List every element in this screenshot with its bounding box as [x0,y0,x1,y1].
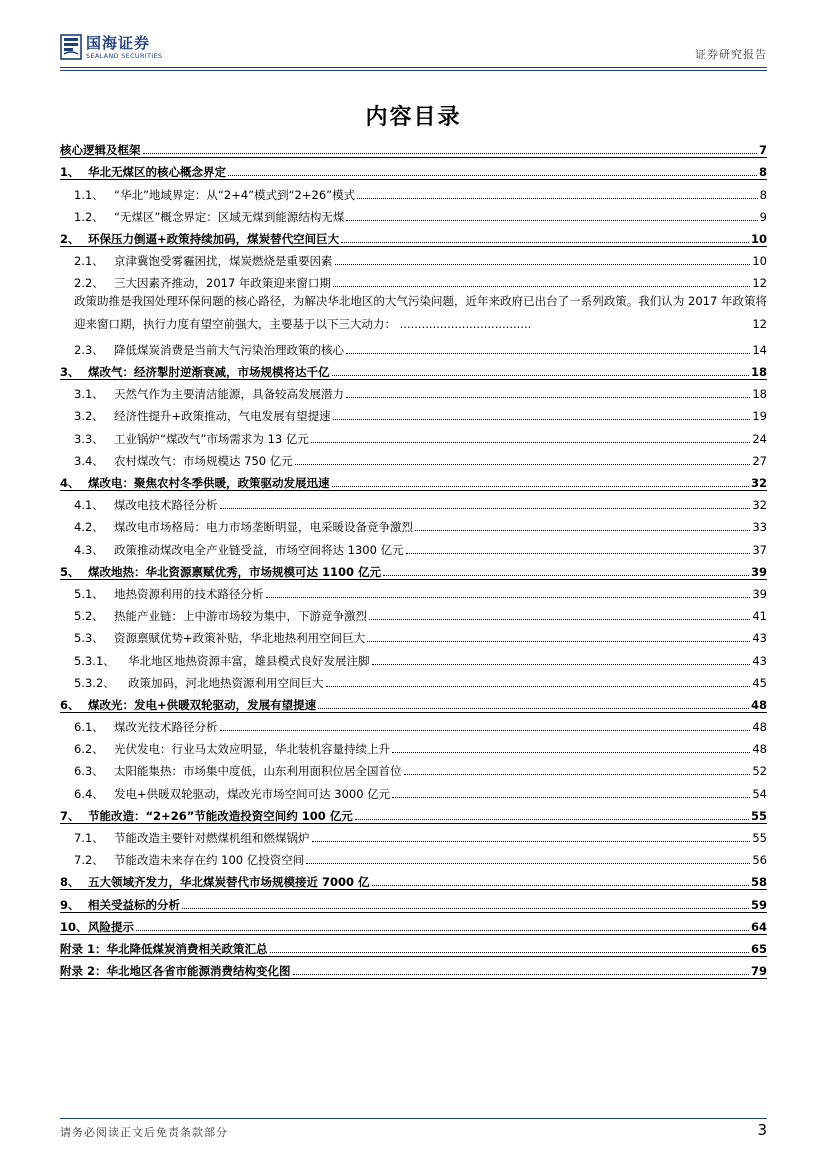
toc-leader-dots [333,286,750,287]
toc-entry-page: 43 [752,631,767,646]
toc-entry-page: 54 [752,786,767,801]
toc-entry-number: 1、 [60,165,80,180]
toc-entry[interactable] [60,468,767,491]
toc-entry-page: 41 [752,609,767,624]
toc-entry-number: 6.4、 [74,786,104,801]
toc-entry-text: 煤改电技术路径分析 [114,498,218,513]
toc-entry-number: 5.3.1、 [74,653,115,668]
toc-leader-dots [335,264,751,265]
toc-entry[interactable] [60,801,767,824]
toc-entry[interactable] [60,246,767,268]
toc-entry-text: 节能改造：“2+26”节能改造投资空间约 100 亿元 [88,808,353,823]
toc-entry-page: 39 [750,564,767,579]
toc-entry-number: 3.1、 [74,387,104,402]
toc-entry[interactable] [60,712,767,734]
toc-entry-number: 3.3、 [74,431,104,446]
toc-entry-number: 2、 [60,231,80,246]
toc-entry-text: 附录 1：华北降低煤炭消费相关政策汇总 [60,941,268,956]
toc-leader-dots: .................................... [396,316,532,331]
toc-entry-text: 政策助推是我国处理环保问题的核心路径，为解决华北地区的大气污染问题，近年来政府已出台了一系列政策。我们认为 2017 年政策将迎来窗口期，执行力度有望空前强大，主要基于以下三大动力： [74,294,767,331]
toc-entry[interactable] [60,202,767,224]
toc-entry-number: 1.2、 [74,209,104,224]
toc-entry[interactable] [60,490,767,512]
toc-entry-number: 9、 [60,897,80,912]
toc-entry-text: 煤改电：聚焦农村冬季供暖，政策驱动发展迅速 [88,476,330,491]
toc-entry-text: 降低煤炭消费是当前大气污染治理政策的核心 [114,342,344,357]
toc-entry[interactable] [60,668,767,690]
toc-entry-text: 华北地区地热资源丰富，雄县模式良好发展注脚 [128,653,370,668]
toc-entry[interactable] [60,845,767,867]
toc-entry-text: 煤改光：发电+供暖双轮驱动，发展有望提速 [88,697,317,712]
toc-leader-dots [182,908,749,909]
toc-leader-dots [383,575,749,576]
toc-entry-text: 经济性提升+政策推动，气电发展有望提速 [114,409,331,424]
toc-leader-dots [341,242,749,243]
toc-leader-dots [293,974,749,975]
toc-leader-dots [295,464,751,465]
toc-leader-dots [306,863,750,864]
toc-entry-page: 33 [752,520,767,535]
toc-entry[interactable] [60,135,767,158]
toc-entry-page: 48 [752,742,767,757]
toc-leader-dots [332,486,749,487]
toc-entry-page: 18 [750,365,767,380]
toc-entry[interactable] [60,557,767,580]
toc-leader-dots [369,619,750,620]
toc-entry-number: 6.2、 [74,742,104,757]
toc-entry-text: 煤改光技术路径分析 [114,720,218,735]
toc-entry-text: 华北无煤区的核心概念界定 [88,165,226,180]
toc-entry-page: 8 [758,165,767,180]
toc-entry[interactable] [60,889,767,912]
sealand-logo-icon [60,34,82,60]
toc-entry-page: 64 [750,919,767,934]
toc-entry-page: 12 [752,276,767,291]
toc-leader-dots [415,530,750,531]
toc-leader-dots [346,220,757,221]
toc-leader-dots [136,930,749,931]
report-type-label: 证券研究报告 [695,48,767,61]
toc-entry-text: 政策推动煤改电全产业链受益，市场空间将达 1300 亿元 [114,542,404,557]
toc-entry-text: 天然气作为主要清洁能源，具备较高发展潜力 [114,387,344,402]
toc-entry[interactable] [60,823,767,845]
toc-entry-page: 10 [752,254,767,269]
toc-entry[interactable] [60,157,767,180]
toc-entry-number: 2.3、 [74,342,104,357]
toc-leader-dots [357,198,758,199]
toc-leader-dots [367,641,750,642]
toc-entry[interactable] [60,912,767,935]
toc-entry-text: 地热资源利用的技术路径分析 [114,586,264,601]
toc-leader-dots [406,553,751,554]
toc-entry-number: 7、 [60,808,80,823]
toc-entry-number: 7.1、 [74,831,104,846]
table-of-contents [60,135,767,978]
toc-entry-text: 煤改气：经济掣肘逆渐衰减，市场规模将达千亿 [88,365,330,380]
toc-entry-number: 4.1、 [74,498,104,513]
toc-entry-text: 光伏发电：行业马太效应明显，华北装机容量持续上升 [114,742,390,757]
toc-entry[interactable] [60,756,767,778]
toc-entry-number: 7.2、 [74,853,104,868]
page-number: 3 [757,1121,767,1139]
toc-entry-number: 4、 [60,476,80,491]
toc-entry-number: 6.3、 [74,764,104,779]
toc-entry-page: 39 [752,586,767,601]
toc-entry-page: 43 [752,653,767,668]
toc-entry-number: 2.1、 [74,254,104,269]
toc-entry-number: 1.1、 [74,187,104,202]
toc-entry[interactable] [60,268,767,290]
logo-english-name: SEALAND SECURITIES [86,52,163,60]
toc-entry-page: 55 [750,808,767,823]
toc-entry-page: 37 [752,542,767,557]
toc-entry-text: 发电+供暖双轮驱动，煤改光市场空间可达 3000 亿元 [114,786,391,801]
toc-entry-number: 10、 [60,919,88,934]
toc-leader-dots [312,841,751,842]
toc-entry-page: 45 [752,675,767,690]
toc-entry-number: 5.3.2、 [74,675,115,690]
toc-entry-text: 三大因素齐推动，2017 年政策迎来窗口期 [114,276,331,291]
toc-entry-page: 32 [750,476,767,491]
toc-entry-number: 8、 [60,875,80,890]
toc-entry-page: 12 [752,316,767,331]
toc-entry-number: 2.2、 [74,276,104,291]
toc-entry-number: 5.3、 [74,631,104,646]
company-logo [60,34,162,64]
toc-entry-page: 59 [750,897,767,912]
toc-entry[interactable] [60,579,767,601]
toc-leader-dots [372,885,749,886]
toc-entry-page: 19 [752,409,767,424]
toc-entry[interactable] [60,379,767,401]
toc-entry[interactable] [60,534,767,556]
header-divider-thin [60,70,767,71]
toc-leader-dots [333,419,751,420]
toc-entry-text: 工业锅炉“煤改气”市场需求为 13 亿元 [114,431,309,446]
toc-entry[interactable] [60,423,767,445]
toc-entry-text: 相关受益标的分析 [88,897,180,912]
toc-entry-page: 32 [752,498,767,513]
toc-entry-page: 27 [752,453,767,468]
page-header [60,28,767,68]
toc-entry-page: 18 [752,387,767,402]
toc-entry[interactable] [60,956,767,979]
toc-entry[interactable] [60,623,767,645]
toc-entry-page: 48 [752,720,767,735]
toc-entry[interactable] [60,690,767,713]
toc-entry-number: 4.3、 [74,542,104,557]
toc-leader-dots [220,730,751,731]
toc-leader-dots [318,708,749,709]
toc-entry-page: 48 [750,697,767,712]
toc-entry-number: 5.1、 [74,586,104,601]
toc-entry-page: 24 [752,431,767,446]
toc-entry-page: 52 [752,764,767,779]
toc-leader-dots [372,664,751,665]
toc-entry-number: 5、 [60,564,80,579]
toc-entry-number: 6.1、 [74,720,104,735]
toc-entry-text: 节能改造未来存在约 100 亿投资空间 [114,853,305,868]
toc-entry-page: 10 [750,231,767,246]
toc-entry-text: “华北”地域界定：从“2+4”模式到“2+26”模式 [114,187,356,202]
page-title: 内容目录 [365,105,462,130]
toc-entry-text: 风险提示 [88,919,134,934]
toc-entry-number: 3.4、 [74,453,104,468]
toc-leader-dots [228,175,757,176]
toc-entry-text: 附录 2：华北地区各省市能源消费结构变化图 [60,964,291,979]
toc-entry-text: 资源禀赋优势+政策补贴，华北地热利用空间巨大 [114,631,366,646]
toc-leader-dots [311,442,751,443]
toc-entry-page: 55 [752,831,767,846]
toc-entry-text: 京津冀饱受雾霾困扰，煤炭燃烧是重要因素 [114,254,333,269]
toc-entry-text: 环保压力倒逼+政策持续加码，煤炭替代空间巨大 [88,231,340,246]
toc-leader-dots [220,508,751,509]
toc-entry-page: 8 [759,187,767,202]
toc-entry[interactable] [60,778,767,800]
footer-disclaimer: 请务必阅读正文后免责条款部分 [60,1126,228,1139]
toc-entry[interactable] [60,512,767,534]
header-divider [60,67,767,68]
toc-entry-text: 核心逻辑及框架 [60,143,141,158]
toc-entry[interactable] [60,446,767,468]
toc-entry-number: 4.2、 [74,520,104,535]
toc-leader-dots [270,952,749,953]
toc-entry[interactable] [60,290,767,334]
toc-leader-dots [346,353,750,354]
footer-divider [60,1118,767,1119]
toc-leader-dots [392,752,750,753]
toc-entry[interactable] [60,335,767,357]
toc-leader-dots [346,397,750,398]
toc-leader-dots [392,797,750,798]
toc-entry-page: 58 [750,875,767,890]
toc-entry[interactable] [60,601,767,623]
toc-entry[interactable] [60,867,767,890]
logo-chinese-name: 国海证券 [86,34,151,52]
toc-entry-page: 14 [752,342,767,357]
toc-leader-dots [143,153,757,154]
toc-entry-number: 3.2、 [74,409,104,424]
toc-leader-dots [332,375,749,376]
toc-entry-text: 政策加码，河北地热资源利用空间巨大 [128,675,324,690]
toc-entry-page: 7 [758,143,767,158]
toc-leader-dots [404,774,751,775]
toc-entry-text: 煤改地热：华北资源禀赋优秀，市场规模可达 1100 亿元 [88,564,382,579]
toc-entry-text: 煤改电市场格局：电力市场垄断明显，电采暖设备竞争激烈 [114,520,413,535]
toc-leader-dots [355,819,749,820]
toc-leader-dots [326,686,751,687]
toc-entry[interactable] [60,401,767,423]
toc-entry-text: 太阳能集热：市场集中度低，山东利用面积位居全国首位 [114,764,402,779]
toc-entry-page: 9 [759,209,767,224]
toc-entry-number: 3、 [60,365,80,380]
toc-entry-number: 5.2、 [74,609,104,624]
toc-entry-text: 农村煤改气：市场规模达 750 亿元 [114,453,293,468]
toc-entry[interactable] [60,934,767,957]
toc-leader-dots [266,597,751,598]
toc-entry-page: 79 [750,964,767,979]
toc-entry[interactable] [60,734,767,756]
toc-entry[interactable] [60,645,767,667]
toc-entry-number: 6、 [60,697,80,712]
toc-entry-page: 65 [750,941,767,956]
toc-entry-text: 热能产业链：上中游市场较为集中，下游竞争激烈 [114,609,367,624]
toc-entry[interactable] [60,179,767,201]
toc-entry-text: 节能改造主要针对燃煤机组和燃煤锅炉 [114,831,310,846]
toc-entry-page: 56 [752,853,767,868]
toc-entry-text: “无煤区”概念界定：区域无煤到能源结构无煤 [114,209,345,224]
toc-entry-text: 五大领域齐发力，华北煤炭替代市场规模接近 7000 亿 [88,875,370,890]
toc-entry[interactable] [60,357,767,380]
toc-entry[interactable] [60,224,767,247]
